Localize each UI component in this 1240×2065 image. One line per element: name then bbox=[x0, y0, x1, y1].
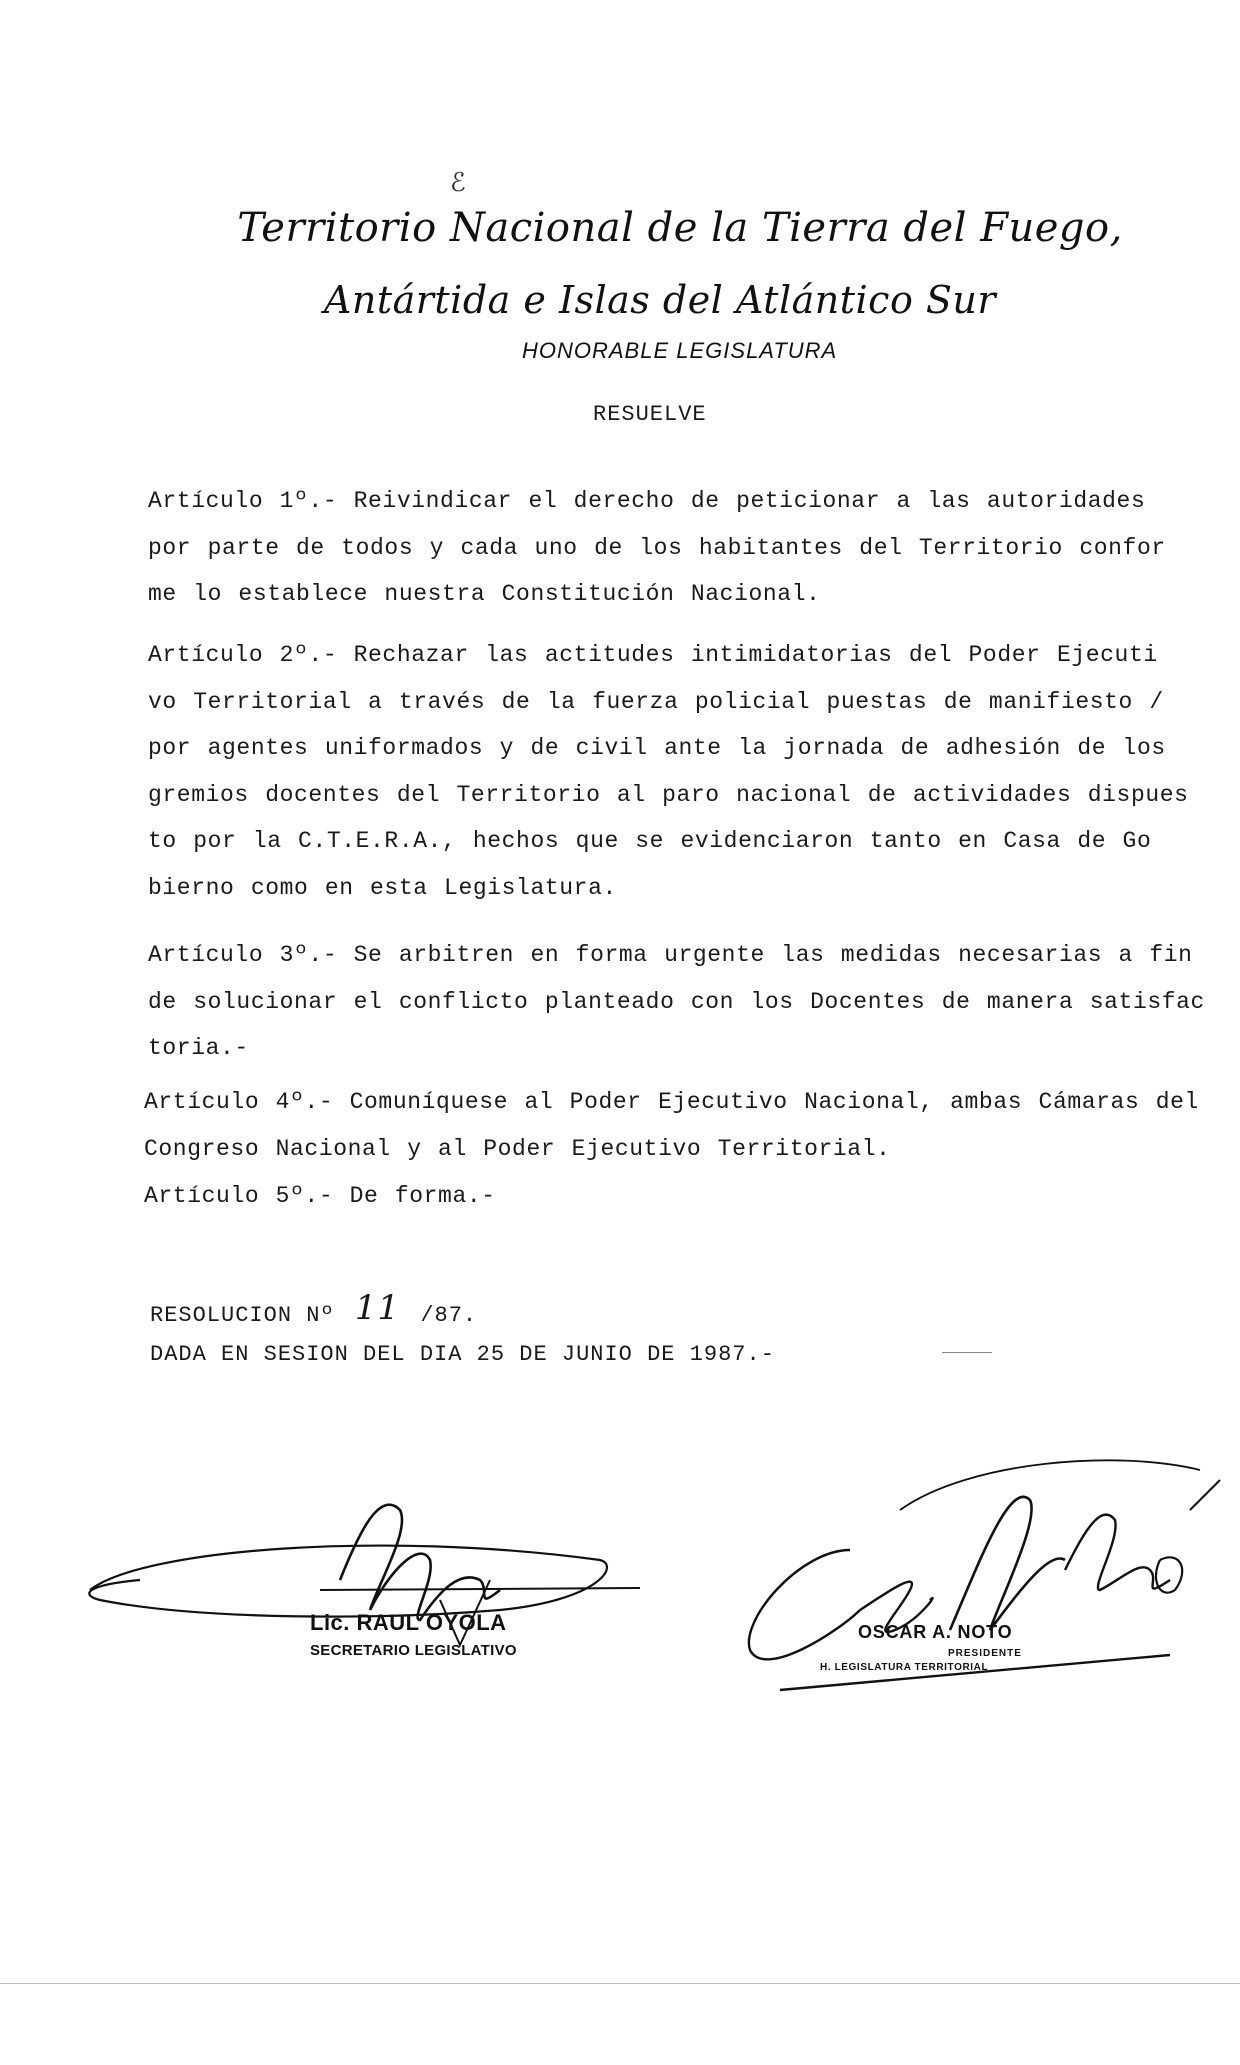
signatory-left-name: Lic. RAUL OYOLA bbox=[310, 1610, 507, 1635]
signatory-right-org: H. LEGISLATURA TERRITORIAL bbox=[820, 1662, 989, 1673]
article-4 bbox=[144, 1079, 1224, 1172]
letterhead-line-3: HONORABLE LEGISLATURA bbox=[522, 338, 838, 363]
letterhead-line-1: Territorio Nacional de la Tierra del Fuego, bbox=[237, 205, 1123, 251]
signatory-left-title: SECRETARIO LEGISLATIVO bbox=[310, 1642, 517, 1659]
decorative-dash bbox=[942, 1352, 992, 1353]
article-5 bbox=[144, 1173, 1224, 1220]
session-date: DADA EN SESION DEL DIA 25 DE JUNIO DE 1987.- bbox=[150, 1342, 775, 1367]
article-3 bbox=[148, 932, 1228, 1072]
article-line: Artículo 3º.- Se arbitren en forma urgente las medidas necesarias a fin bbox=[148, 942, 1193, 968]
article-line: de solucionar el conflicto planteado con los Docentes de manera satisfac bbox=[148, 988, 1205, 1015]
scan-edge-line bbox=[0, 1983, 1240, 1984]
signatory-right-name: OSCAR A. NOTO bbox=[858, 1622, 1013, 1642]
article-line: toria.- bbox=[148, 1035, 249, 1061]
resolution-number-handwritten: 11 bbox=[354, 1288, 401, 1328]
article-line: Artículo 4º.- Comuníquese al Poder Ejecutivo Nacional, ambas Cámaras del bbox=[144, 1089, 1199, 1115]
article-line: Artículo 1º.- Reivindicar el derecho de peticionar a las autoridades bbox=[148, 488, 1146, 514]
article-line: Artículo 5º.- De forma.- bbox=[144, 1183, 496, 1209]
resolution-number bbox=[150, 1290, 477, 1330]
article-line: gremios docentes del Territorio al paro nacional de actividades dispues bbox=[148, 781, 1189, 808]
signature-left-icon bbox=[80, 1470, 640, 1670]
letterhead-line-2: Antártida e Islas del Atlántico Sur bbox=[323, 278, 997, 322]
article-line: me lo establece nuestra Constitución Nacional. bbox=[148, 581, 821, 607]
article-1 bbox=[148, 478, 1228, 618]
top-mark-icon: ℰ bbox=[450, 168, 466, 198]
article-line: bierno como en esta Legislatura. bbox=[148, 874, 617, 901]
resolution-suffix: /87. bbox=[420, 1303, 478, 1328]
signature-right-icon bbox=[720, 1440, 1240, 1680]
resolution-heading: RESUELVE bbox=[593, 402, 707, 427]
signatory-right-title: PRESIDENTE bbox=[948, 1648, 1022, 1659]
article-line: Artículo 2º.- Rechazar las actitudes intimidatorias del Poder Ejecuti bbox=[148, 642, 1158, 668]
article-line: to por la C.T.E.R.A., hechos que se evidenciaron tanto en Casa de Go bbox=[148, 828, 1152, 854]
article-line: Congreso Nacional y al Poder Ejecutivo Territorial. bbox=[144, 1135, 891, 1162]
article-line: vo Territorial a través de la fuerza policial puestas de manifiesto / bbox=[148, 688, 1164, 715]
article-2 bbox=[148, 632, 1228, 911]
resolution-prefix: RESOLUCION Nº bbox=[150, 1303, 335, 1328]
article-line: por parte de todos y cada uno de los habitantes del Territorio confor bbox=[148, 534, 1166, 561]
article-line: por agentes uniformados y de civil ante la jornada de adhesión de los bbox=[148, 735, 1166, 761]
